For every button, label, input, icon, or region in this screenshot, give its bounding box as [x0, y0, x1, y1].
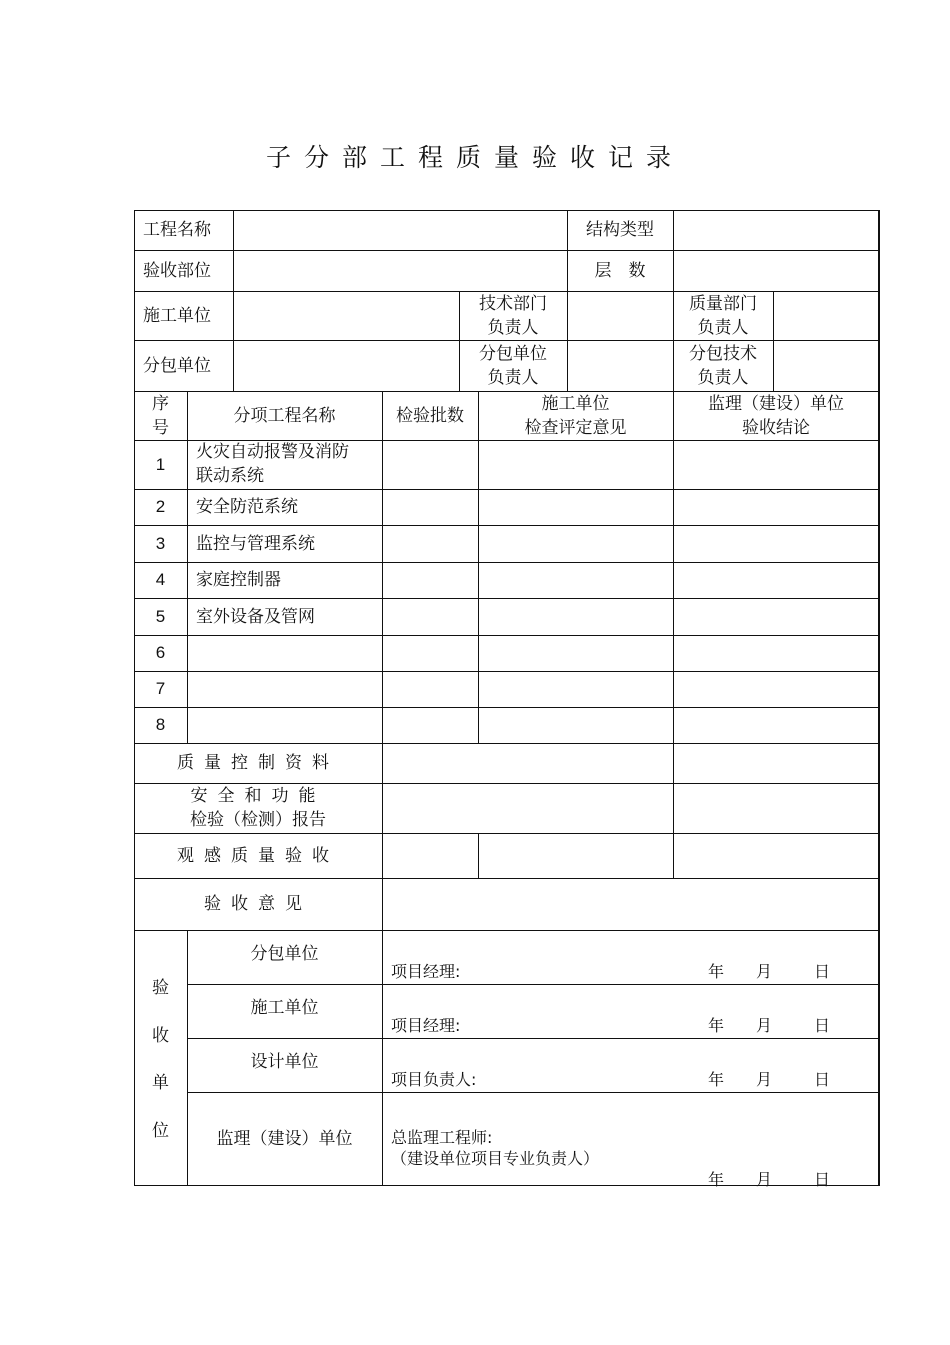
- tech-dept-label-line2: 负责人: [487, 317, 539, 338]
- sub-tech-head-line1: 分包技术: [689, 343, 757, 364]
- signer-label: 项目经理:: [391, 1016, 461, 1035]
- row-no: 4: [155, 570, 166, 589]
- sub-unit-head-line2: 负责人: [487, 367, 539, 388]
- acceptance-opinion-label: 验收意见: [204, 894, 312, 914]
- group-char: 单: [152, 1073, 169, 1094]
- row-no: 7: [155, 679, 166, 698]
- day-label: 日: [814, 962, 831, 981]
- acceptance-unit-name: 分包单位: [250, 944, 319, 964]
- day-label: 日: [814, 1070, 831, 1089]
- row-no: 3: [155, 533, 166, 553]
- col-seq-line2: 号: [152, 417, 169, 438]
- day-label: 日: [814, 1170, 831, 1189]
- row-no: 5: [155, 606, 166, 626]
- col-seq-header: [134, 391, 187, 440]
- sub-tech-head-line2: 负责人: [697, 367, 749, 388]
- row-item-name: 监控与管理系统: [196, 533, 315, 554]
- month-label: 月: [756, 962, 773, 981]
- col-batch-count-header: 检验批数: [396, 405, 464, 426]
- chief-supervisor-label: 总监理工程师:: [391, 1128, 493, 1147]
- safety-function-line2: 检验（检测）报告: [190, 810, 326, 830]
- month-label: 月: [756, 1170, 773, 1189]
- page-title: 子分部工程质量验收记录: [265, 143, 684, 172]
- sub-tech-head-label: [673, 340, 773, 391]
- row-item-name: [187, 440, 382, 489]
- row-no: 1: [155, 454, 166, 474]
- appearance-quality-label: 观感质量验收: [177, 845, 339, 866]
- day-label: 日: [814, 1016, 831, 1035]
- quality-dept-label-line2: 负责人: [697, 317, 749, 338]
- structure-type-label: 结构类型: [586, 220, 654, 240]
- month-label: 月: [756, 1016, 773, 1035]
- row-no: 8: [155, 715, 166, 734]
- construction-unit-label: 施工单位: [143, 305, 211, 326]
- row-no: 2: [155, 497, 166, 516]
- row-item-name: 室外设备及管网: [196, 606, 315, 627]
- acceptance-unit-name: 施工单位: [250, 998, 319, 1018]
- quality-dept-head-label: [673, 291, 773, 340]
- row-item-name: 家庭控制器: [196, 570, 281, 590]
- month-label: 月: [756, 1070, 773, 1089]
- col-construction-opinion-line1: 施工单位: [541, 393, 610, 414]
- col-construction-opinion-line2: 检查评定意见: [524, 417, 627, 438]
- safety-function-line1: 安全和功能: [190, 786, 326, 806]
- col-construction-opinion-header: [478, 391, 673, 440]
- acceptance-unit-name: 监理（建设）单位: [216, 1128, 353, 1149]
- sub-unit-head-label: [459, 340, 567, 391]
- subcontract-unit-label: 分包单位: [143, 355, 211, 376]
- signer-label: 项目经理:: [391, 962, 461, 981]
- floors-label: 层 数: [594, 260, 646, 281]
- year-label: 年: [708, 962, 725, 981]
- col-seq-line1: 序: [152, 393, 169, 414]
- acceptance-unit-name: 设计单位: [250, 1052, 319, 1072]
- tech-dept-head-label: [459, 291, 567, 340]
- group-char: 验: [152, 977, 169, 998]
- sub-unit-head-line1: 分包单位: [479, 343, 547, 364]
- signer-label: 项目负责人:: [391, 1070, 477, 1089]
- col-supervision-conclusion-header: [673, 391, 879, 440]
- row-item-name-line1: 火灾自动报警及消防: [196, 442, 349, 462]
- tech-dept-label-line1: 技术部门: [479, 293, 547, 314]
- quality-dept-label-line1: 质量部门: [689, 293, 757, 314]
- quality-control-docs-label: 质量控制资料: [177, 753, 339, 773]
- col-supervision-conclusion-line1: 监理（建设）单位: [708, 393, 844, 414]
- safety-function-report-label: [134, 783, 382, 833]
- acceptance-record-table: [134, 210, 879, 1189]
- project-name-label: 工程名称: [143, 220, 211, 240]
- year-label: 年: [708, 1170, 725, 1189]
- row-item-name-line2: 联动系统: [196, 466, 264, 486]
- year-label: 年: [708, 1016, 725, 1035]
- group-char: 位: [152, 1121, 169, 1142]
- row-item-name: 安全防范系统: [196, 497, 298, 517]
- owner-project-head-label: （建设单位项目专业负责人）: [391, 1149, 600, 1168]
- acceptance-part-label: 验收部位: [143, 260, 211, 281]
- col-supervision-conclusion-line2: 验收结论: [742, 417, 810, 438]
- group-char: 收: [152, 1025, 169, 1046]
- year-label: 年: [708, 1070, 725, 1089]
- row-no: 6: [155, 643, 166, 662]
- acceptance-units-group-label: [134, 930, 187, 1185]
- col-item-name-header: 分项工程名称: [233, 405, 336, 426]
